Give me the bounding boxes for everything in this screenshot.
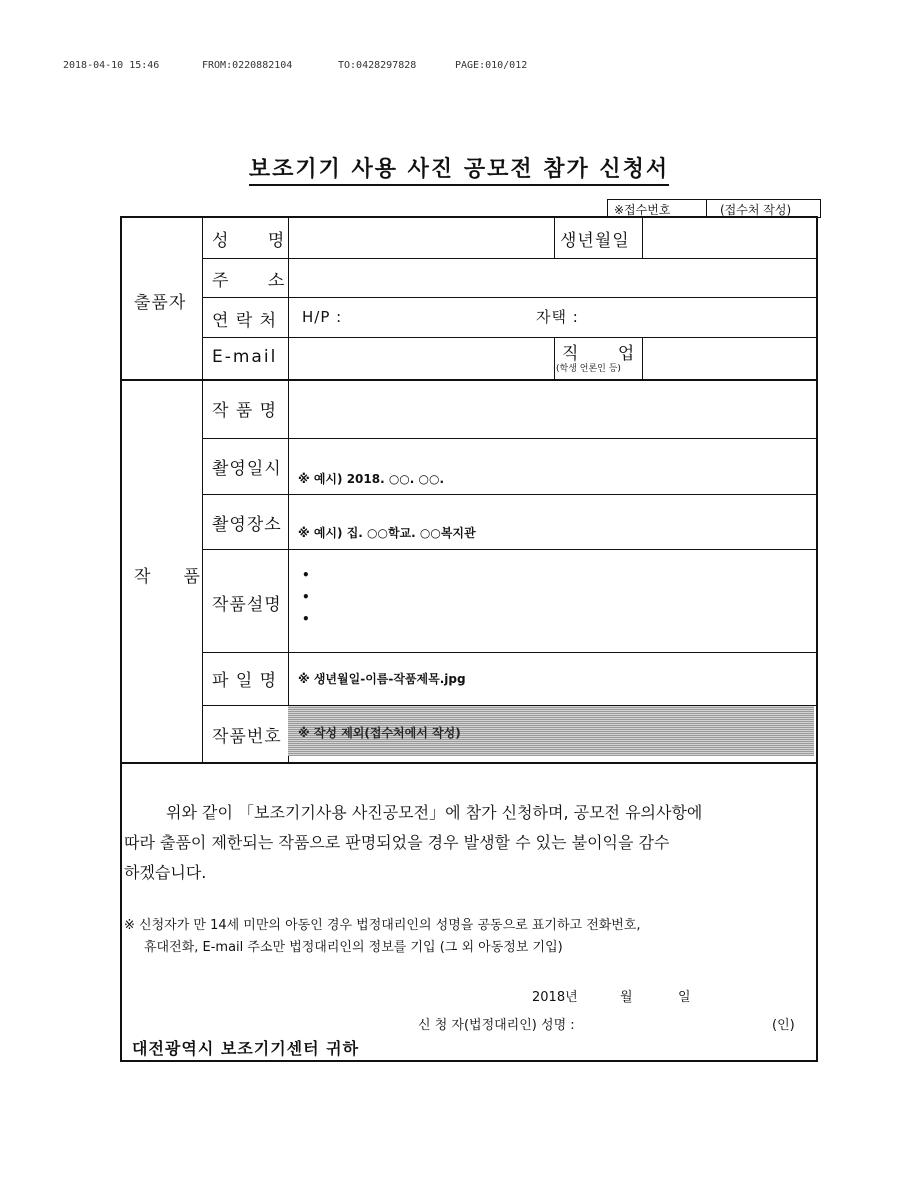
- home-phone-label: 자택 :: [536, 308, 579, 326]
- work-title-label: 작 품 명: [212, 401, 278, 421]
- note-line: ※ 신청자가 만 14세 미만의 아동인 경우 법정대리인의 성명을 공동으로 표기하고 전화번호,: [124, 918, 641, 933]
- fax-datetime: 2018-04-10 15:46: [63, 60, 160, 71]
- title-text: 보조기기 사용 사진 공모전 참가 신청서: [249, 157, 669, 186]
- row-line: [202, 438, 816, 439]
- file-name-label: 파 일 명: [212, 671, 278, 691]
- job-label: 직 업: [562, 344, 636, 364]
- receipt-note: (접수처 작성): [720, 203, 792, 217]
- label-divider: [288, 218, 289, 762]
- applicant-section-label: 출품자: [134, 293, 187, 313]
- row-line: [202, 297, 816, 298]
- description-bullet: •: [302, 612, 310, 626]
- declaration-line: 위와 같이 「보조기기사용 사진공모전」에 참가 신청하며, 공모전 유의사항에: [166, 803, 703, 822]
- address-label: 주 소: [212, 271, 286, 291]
- shoot-place-label: 촬영장소: [212, 515, 282, 535]
- description-bullet: •: [302, 590, 310, 604]
- description-label: 작품설명: [212, 595, 282, 615]
- application-form: [120, 216, 818, 1062]
- note-line: 휴대전화, E-mail 주소만 법정대리인의 정보를 기입 (그 외 아동정보 기입): [144, 940, 563, 955]
- declaration-line: 따라 출품이 제한되는 작품으로 판명되었을 경우 발생할 수 있는 불이익을 감수: [124, 833, 670, 852]
- row-line: [202, 258, 816, 259]
- receipt-label: ※접수번호: [614, 203, 671, 217]
- shoot-date-label: 촬영일시: [212, 459, 282, 479]
- birth-divider-left: [554, 218, 555, 258]
- row-line: [202, 337, 816, 338]
- name-label: 성 명: [212, 231, 286, 251]
- work-number-label: 작품번호: [212, 727, 282, 747]
- minor-applicant-note: [122, 915, 816, 959]
- address-field[interactable]: [294, 264, 810, 294]
- sign-year: 2018년: [532, 990, 578, 1005]
- work-number-hint: ※ 작성 제외(접수처에서 작성): [298, 726, 461, 740]
- declaration-line: 하겠습니다.: [124, 863, 207, 882]
- file-name-hint: ※ 생년월일-이름-작품제목.jpg: [298, 672, 466, 686]
- birth-field[interactable]: [648, 224, 810, 254]
- description-bullet: •: [302, 568, 310, 582]
- fax-from: FROM:0220882104: [202, 60, 293, 71]
- birth-label: 생년월일: [560, 231, 630, 251]
- job-divider-left: [554, 337, 555, 379]
- hp-label: H/P :: [302, 308, 343, 326]
- applicant-signature-field[interactable]: [622, 1010, 762, 1030]
- document-title: [0, 152, 918, 183]
- row-line: [202, 549, 816, 550]
- work-title-field[interactable]: [294, 390, 810, 430]
- fax-page: PAGE:010/012: [455, 60, 528, 71]
- section-line: [122, 379, 816, 381]
- job-divider-right: [642, 337, 643, 379]
- shoot-date-hint: ※ 예시) 2018. ○○. ○○.: [298, 472, 445, 486]
- work-section-label: 작 품: [134, 567, 201, 587]
- name-field[interactable]: [294, 224, 550, 254]
- declaration: [122, 798, 816, 888]
- fax-to: TO:0428297828: [338, 60, 417, 71]
- applicant-sign-label: 신 청 자(법정대리인) 성명 :: [418, 1018, 575, 1033]
- shoot-place-hint: ※ 예시) 집. ○○학교. ○○복지관: [298, 526, 476, 540]
- work-number-shaded-cell: [288, 706, 814, 756]
- job-field[interactable]: [648, 344, 810, 374]
- birth-divider-right: [642, 218, 643, 258]
- sign-month: 월: [620, 990, 633, 1005]
- recipient: 대전광역시 보조기기센터 귀하: [132, 1039, 360, 1058]
- email-field[interactable]: [294, 344, 550, 374]
- seal-label: (인): [772, 1018, 795, 1033]
- row-line: [202, 494, 816, 495]
- sign-day: 일: [678, 990, 691, 1005]
- section-divider: [202, 218, 203, 762]
- contact-label: 연 락 처: [212, 311, 278, 331]
- email-label: E-mail: [212, 347, 278, 367]
- row-line: [202, 652, 816, 653]
- job-hint: (학생 언론인 등): [556, 364, 621, 374]
- receipt-divider: [706, 200, 707, 217]
- section-line: [122, 762, 816, 764]
